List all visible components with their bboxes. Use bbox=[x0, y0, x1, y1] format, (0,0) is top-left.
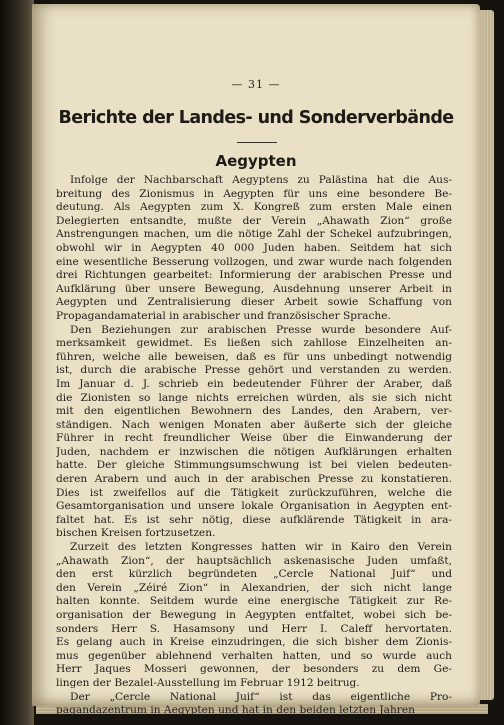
text-line: Aegypten und Zentralisierung dieser Arbeit sowie Schaffung von bbox=[56, 296, 452, 309]
page-edge bbox=[480, 10, 494, 700]
text-line: Führer in recht freundlicher Weise über die Einwanderung der bbox=[56, 432, 452, 445]
text-line: deren Arabern und auch in der arabischen Presse zu konstatieren. bbox=[56, 473, 452, 486]
text-line: Gesamtorganisation und unsere lokale Organisation in Aegypten ent- bbox=[56, 500, 452, 513]
text-line: Dies ist zweifellos auf die Tätigkeit zurückzuführen, welche die bbox=[56, 486, 452, 499]
text-line: breitung des Zionismus in Aegypten für uns eine besondere Be- bbox=[56, 187, 452, 200]
text-line: mus gegenüber ablehnend verhalten hatten, und so wurde auch bbox=[56, 649, 452, 662]
text-line: lingen der Bezalel-Ausstellung im Februar 1912 beitrug. bbox=[56, 676, 360, 689]
text-line: Den Beziehungen zur arabischen Presse wurde besondere Auf- bbox=[70, 323, 452, 336]
text-line: eine wesentliche Besserung vollzogen, und zwar wurde nach folgenden bbox=[56, 255, 452, 268]
text-line: faltet hat. Es ist sehr nötig, diese aufklärende Tätigkeit in ara- bbox=[56, 513, 452, 526]
text-line: Anstrengungen machen, um die nötige Zahl der Schekel aufzubringen, bbox=[56, 228, 452, 241]
text-line: Im Januar d. J. schrieb ein bedeutender Führer der Araber, daß bbox=[56, 377, 452, 390]
text-line: Es gelang auch in Kreise einzudringen, die sich bisher dem Zionis- bbox=[56, 636, 452, 649]
page-number: — 31 — bbox=[231, 78, 281, 91]
subsection-heading: Aegypten bbox=[215, 152, 297, 170]
text-line: hatte. Der gleiche Stimmungsumschwung ist bei vielen bedeuten- bbox=[56, 459, 452, 472]
book-binding bbox=[0, 0, 34, 725]
text-line: die Zionisten so lange nichts erreichen würden, als sie sich nicht bbox=[56, 391, 452, 404]
text-line: halten konnte. Seitdem wurde eine energische Tätigkeit zur Re- bbox=[56, 595, 452, 608]
text-line: Zurzeit des letzten Kongresses hatten wir in Kairo den Verein bbox=[70, 541, 452, 554]
heading-divider bbox=[237, 142, 277, 143]
text-line: Juden, nachdem er inzwischen die nötigen Aufklärungen erhalten bbox=[56, 445, 452, 458]
text-line: führen, welche alle beweisen, daß es für uns unbedingt notwendig bbox=[56, 350, 452, 363]
text-line: den Verein „Zéiré Zion“ in Alexandrien, der sich nicht lange bbox=[56, 581, 452, 594]
body-text bbox=[56, 174, 452, 718]
text-line: merksamkeit gewidmet. Es ließen sich zahllose Einzelheiten an- bbox=[56, 337, 452, 350]
text-line: obwohl wir in Aegypten 40 000 Juden haben. Seitdem hat sich bbox=[56, 241, 452, 254]
text-line: Delegierten entsandte, mußte der Verein „Ahawath Zion“ große bbox=[56, 214, 452, 227]
text-line: ständigen. Nach wenigen Monaten aber äußerte sich der gleiche bbox=[56, 418, 452, 431]
text-line: bischen Kreisen fortzusetzen. bbox=[56, 527, 216, 540]
text-line: deutung. Als Aegypten zum X. Kongreß zum ersten Male einen bbox=[56, 201, 452, 214]
text-line: Aufklärung über unsere Bewegung, Ausdehnung unserer Arbeit in bbox=[56, 282, 452, 295]
text-line: pagandazentrum in Aegypten und hat in den beiden letzten Jahren bbox=[56, 704, 415, 717]
text-line: Der „Cercle National Juif“ ist das eigentliche Pro- bbox=[70, 690, 452, 703]
section-heading: Berichte der Landes- und Sonderverbände bbox=[58, 108, 454, 128]
text-line: mit den eigentlichen Bewohnern des Landes, den Arabern, ver- bbox=[56, 405, 452, 418]
book-page bbox=[32, 4, 480, 717]
text-line: den erst kürzlich begründeten „Cercle National Juif“ und bbox=[56, 568, 452, 581]
text-line: Infolge der Nachbarschaft Aegyptens zu Palästina hat die Aus- bbox=[70, 174, 452, 186]
text-line: sonders Herr S. Hasamsony und Herr I. Caleff hervortaten. bbox=[56, 622, 452, 635]
text-line: organisation der Bewegung in Aegypten entfaltet, wobei sich be- bbox=[56, 609, 452, 621]
text-line: „Ahawath Zion“, der hauptsächlich askenasische Juden umfaßt, bbox=[56, 554, 452, 567]
text-line: drei Richtungen gearbeitet: Informierung der arabischen Presse und bbox=[56, 269, 452, 282]
text-line: Herr Jaques Mosseri gewonnen, der besonders zu dem Ge- bbox=[56, 663, 452, 676]
text-line: Propagandamaterial in arabischer und französischer Sprache. bbox=[56, 309, 391, 322]
text-line: ist, durch die arabische Presse gehört und verstanden zu werden. bbox=[56, 364, 452, 377]
